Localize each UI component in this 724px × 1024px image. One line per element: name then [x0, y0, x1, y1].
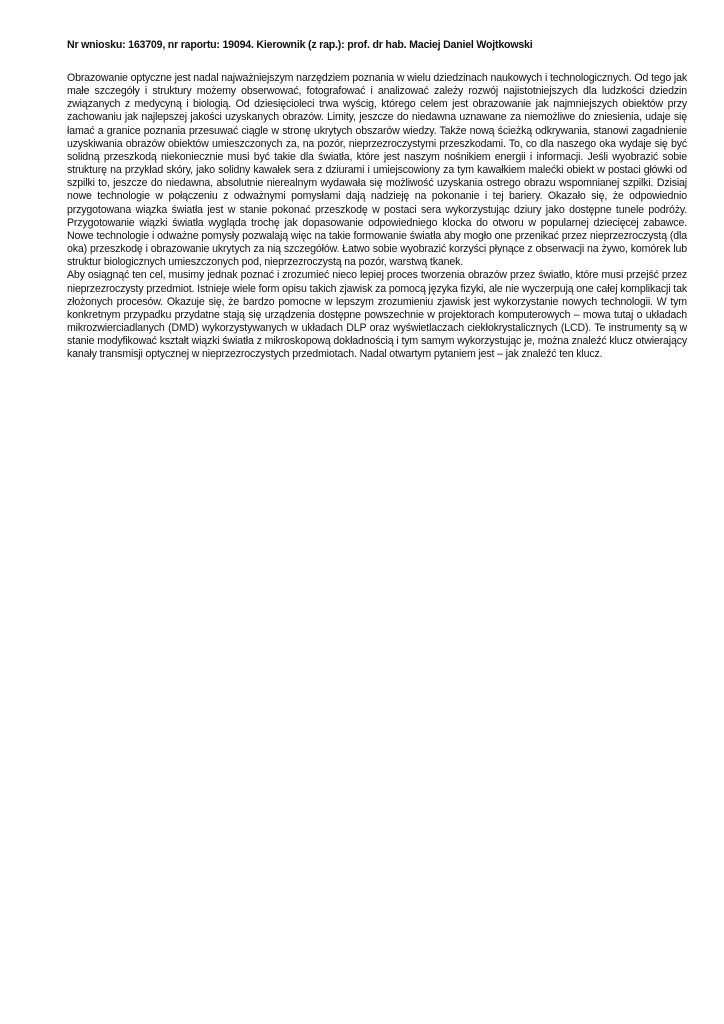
report-header: Nr wniosku: 163709, nr raportu: 19094. Kierownik (z rap.): prof. dr hab. Maciej Daniel Wojtkowski	[67, 39, 533, 51]
report-body	[67, 72, 687, 361]
paragraph-1: Obrazowanie optyczne jest nadal najważniejszym narzędziem poznania w wielu dziedzinach naukowych i technologicznych. Od tego jak małe szczegóły i struktury możemy obserwować, fotografować i analizować zależy rozwój najistotniejszych dla ludzkości dziedzin związanych z medycyną i biologią. Od dziesięcioleci trwa wyścig, którego celem jest obrazowanie jak najmniejszych obiektów przy zachowaniu jak najlepszej jakości uzyskanych obrazów. Limity, jeszcze do niedawna uznawane za niemożliwe do zniesienia, udaje się łamać a granice poznania przesuwać ciągle w stronę ukrytych obszarów wiedzy. Także nową ścieżką odkrywania, stanowi zagadnienie uzyskiwania obrazów obiektów umieszczonych za, na pozór, nieprzezroczystymi przeszkodami. To, co dla naszego oka wydaje się być solidną przeszkodą niekoniecznie musi być takie dla światła, które jest naszym nośnikiem energii i informacji. Jeśli wyobrazić sobie strukturę na przykład skóry, jako solidny kawałek sera z dziurami i umiejscowiony za tym kawałkiem malećki obiekt w postaci główki od szpilki to, jeszcze do niedawna, absolutnie nierealnym wydawała się możliwość uzyskania ostrego obrazu wspomnianej szpilki. Dzisiaj nowe technologie w połączeniu z odważnymi pomysłami dają nadzieję na pokonanie i tej bariery. Okazało się, że odpowiednio przygotowana wiązka światła jest w stanie pokonać przeszkodę w postaci sera wykorzystując dziury jako dostępne tunele podróży. Przygotowanie wiązki światła wygląda trochę jak dopasowanie odpowiedniego klocka do otworu w popularnej dziecięcej zabawce. Nowe technologie i odważne pomysły pozwalają więc na takie formowanie światła aby mogło one przenikać przez nieprzezroczystą (dla oka) przeszkodę i obrazowanie ukrytych za nią szczegółów. Łatwo sobie wyobrazić korzyści płynące z obserwacji na żywo, komórek lub struktur biologicznych umieszczonych pod, nieprzezroczystą na pozór, warstwą tkanek.	[67, 72, 687, 269]
paragraph-2: Aby osiągnąć ten cel, musimy jednak poznać i zrozumieć nieco lepiej proces tworzenia obrazów przez światło, które musi przejść przez nieprzezroczysty przedmiot. Istnieje wiele form opisu takich zjawisk za pomocą języka fizyki, ale nie wyczerpują one całej komplikacji tak złożonych procesów. Okazuje się, że bardzo pomocne w lepszym zrozumieniu zjawisk jest wykorzystanie nowych technologii. W tym konkretnym przypadku przydatne stają się urządzenia dostępne powszechnie w projektorach komputerowych – mowa tutaj o układach mikrozwierciadlanych (DMD) wykorzystywanych w układach DLP oraz wyświetlaczach ciekłokrystalicznych (LCD). Te instrumenty są w stanie modyfikować kształt wiązki światła z mikroskopową dokładnością i tym samym wykorzystując je, można znaleźć klucz otwierający kanały transmisji optycznej w nieprzezroczystych przedmiotach. Nadal otwartym pytaniem jest – jak znaleźć ten klucz.	[67, 269, 687, 361]
